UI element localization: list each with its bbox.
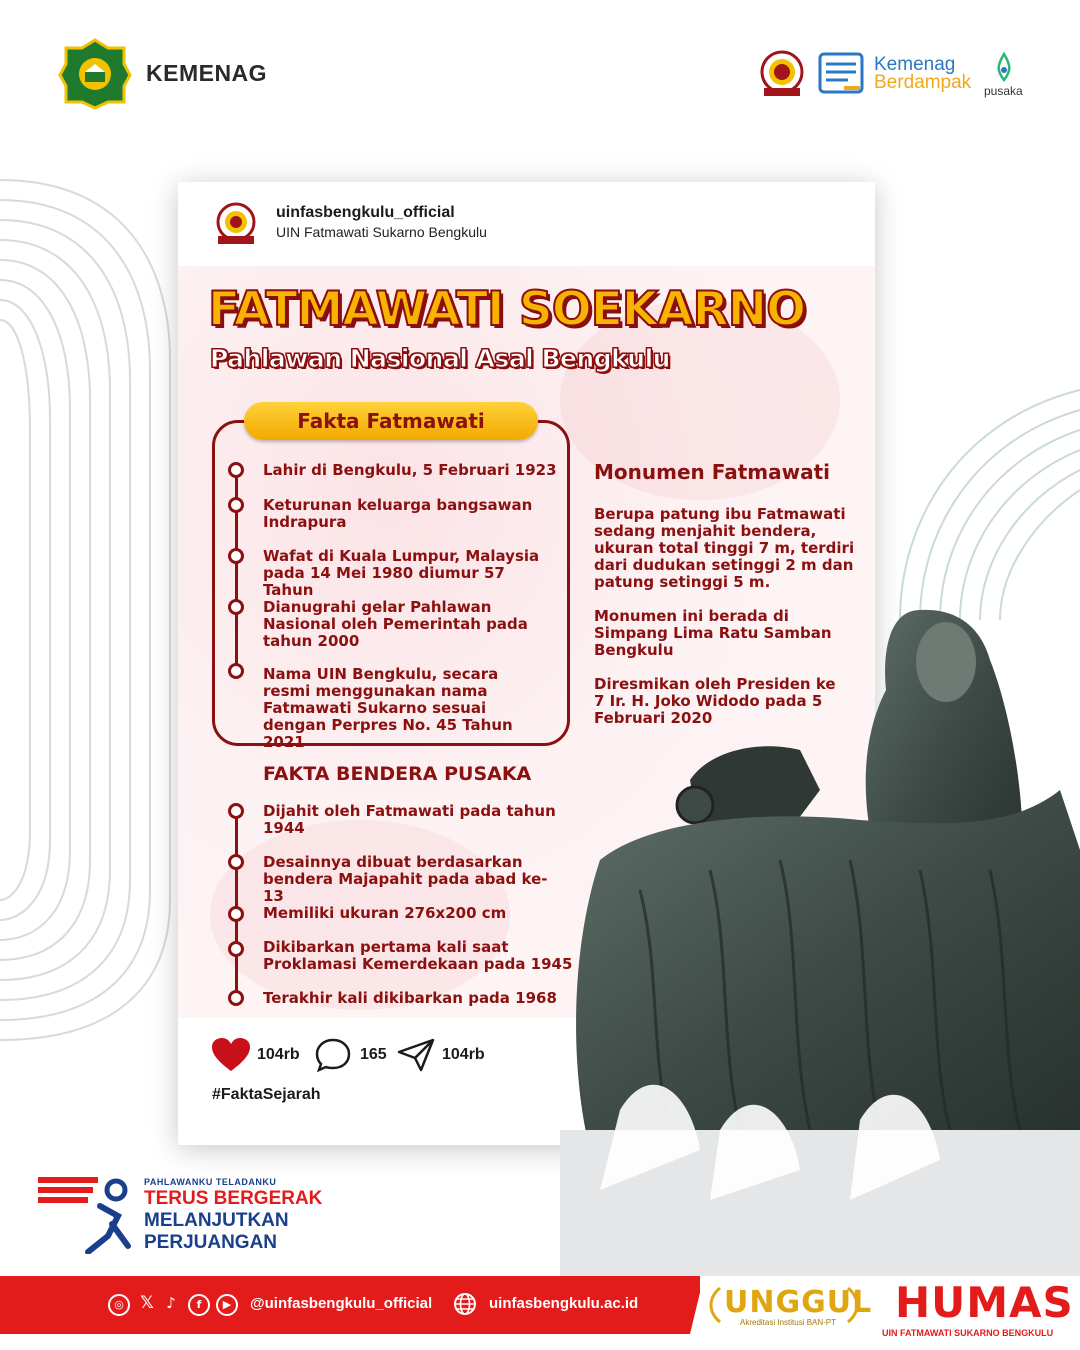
monumen-paragraph: Berupa patung ibu Fatmawati sedang menjahit bendera, ukuran total tinggi 7 m, terdiri dari dudukan setinggi 2 m dan patung setinggi 5 m. (594, 505, 855, 591)
timeline-dot (228, 854, 244, 870)
globe-icon[interactable] (453, 1292, 477, 1316)
monumen-heading: Monumen Fatmawati (594, 460, 830, 484)
account-name[interactable]: uinfasbengkulu_official (276, 204, 455, 221)
instagram-icon[interactable]: ◎ (108, 1294, 130, 1316)
humas-subtitle: UIN FATMAWATI SUKARNO BENGKULU (882, 1328, 1054, 1338)
hashtag[interactable]: #FaktaSejarah (212, 1086, 321, 1103)
comments-count: 165 (360, 1046, 387, 1063)
share-icon[interactable] (397, 1038, 435, 1072)
timeline-dot (228, 548, 244, 564)
timeline-dot (228, 599, 244, 615)
footer-bottom-strip (0, 1334, 720, 1350)
bendera-heading: FAKTA BENDERA PUSAKA (263, 763, 532, 785)
pusaka-drop-icon (994, 52, 1014, 82)
facebook-icon[interactable]: f (188, 1294, 210, 1316)
timeline-dot (228, 906, 244, 922)
monumen-paragraph: Diresmikan oleh Presiden ke 7 Ir. H. Joko Widodo pada 5 Februari 2020 (594, 675, 836, 727)
post-title: FATMAWATI SOEKARNO (208, 282, 806, 337)
berdampak-icon (818, 50, 864, 96)
timeline-dot (228, 497, 244, 513)
tiktok-icon[interactable]: ♪ (166, 1294, 176, 1312)
timeline-dot (228, 803, 244, 819)
monumen-paragraph: Monumen ini berada di Simpang Lima Ratu Samban Bengkulu (594, 607, 832, 659)
youtube-icon[interactable]: ▶ (216, 1294, 238, 1316)
fakta-item: Wafat di Kuala Lumpur, Malaysia pada 14 Mei 1980 diumur 57 Tahun (263, 547, 540, 599)
x-icon[interactable]: 𝕏 (140, 1293, 154, 1313)
timeline-dot (228, 663, 244, 679)
unggul-subtitle: Akreditasi Institusi BAN-PT (740, 1318, 837, 1327)
berdampak-line1: Kemenag (874, 54, 956, 75)
campaign-line2: MELANJUTKAN (144, 1210, 289, 1231)
shares-count: 104rb (442, 1046, 485, 1063)
humas-logo: HUMAS (895, 1278, 1074, 1327)
fakta-item: Keturunan keluarga bangsawan Indrapura (263, 496, 533, 531)
campaign-line1: TERUS BERGERAK (144, 1188, 323, 1209)
footer-handle[interactable]: @uinfasbengkulu_official (250, 1295, 433, 1312)
heart-icon[interactable] (212, 1038, 250, 1072)
fatmawati-statue-image (560, 590, 1080, 1280)
account-subtitle: UIN Fatmawati Sukarno Bengkulu (276, 224, 487, 240)
fakta-item: Nama UIN Bengkulu, secara resmi menggunakan nama Fatmawati Sukarno sesuai dengan Perpres No. 45 Tahun 2021 (263, 665, 513, 751)
bendera-item: Dijahit oleh Fatmawati pada tahun 1944 (263, 802, 556, 837)
pusaka-label: pusaka (984, 84, 1023, 98)
kemenag-brand: KEMENAG (146, 60, 268, 86)
fakta-item: Lahir di Bengkulu, 5 Februari 1923 (263, 461, 557, 479)
fakta-heading: Fakta Fatmawati (244, 402, 538, 440)
uin-logo-icon (756, 50, 808, 98)
bendera-item: Terakhir kali dikibarkan pada 1968 (263, 989, 557, 1007)
kemenag-logo-icon (58, 38, 132, 110)
bendera-item: Memiliki ukuran 276x200 cm (263, 904, 507, 922)
campaign-runner-icon (38, 1176, 138, 1254)
berdampak-line2: Berdampak (874, 72, 972, 93)
timeline-dot (228, 990, 244, 1006)
timeline-dot (228, 462, 244, 478)
campaign-line3: PERJUANGAN (144, 1232, 278, 1253)
account-avatar-icon[interactable] (210, 202, 262, 246)
fakta-item: Dianugrahi gelar Pahlawan Nasional oleh Pemerintah pada tahun 2000 (263, 598, 528, 650)
post-subtitle: Pahlawan Nasional Asal Bengkulu (210, 344, 670, 373)
bendera-item: Dikibarkan pertama kali saat Proklamasi Kemerdekaan pada 1945 (263, 938, 573, 973)
timeline-line (235, 810, 238, 998)
comment-icon[interactable] (315, 1038, 351, 1072)
unggul-badge: UNGGUL (724, 1285, 873, 1320)
bendera-item: Desainnya dibuat berdasarkan bendera Majapahit pada abad ke-13 (263, 853, 548, 905)
timeline-dot (228, 941, 244, 957)
likes-count: 104rb (257, 1046, 300, 1063)
footer-website[interactable]: uinfasbengkulu.ac.id (489, 1295, 639, 1312)
campaign-tagline: PAHLAWANKU TELADANKU (144, 1177, 277, 1187)
